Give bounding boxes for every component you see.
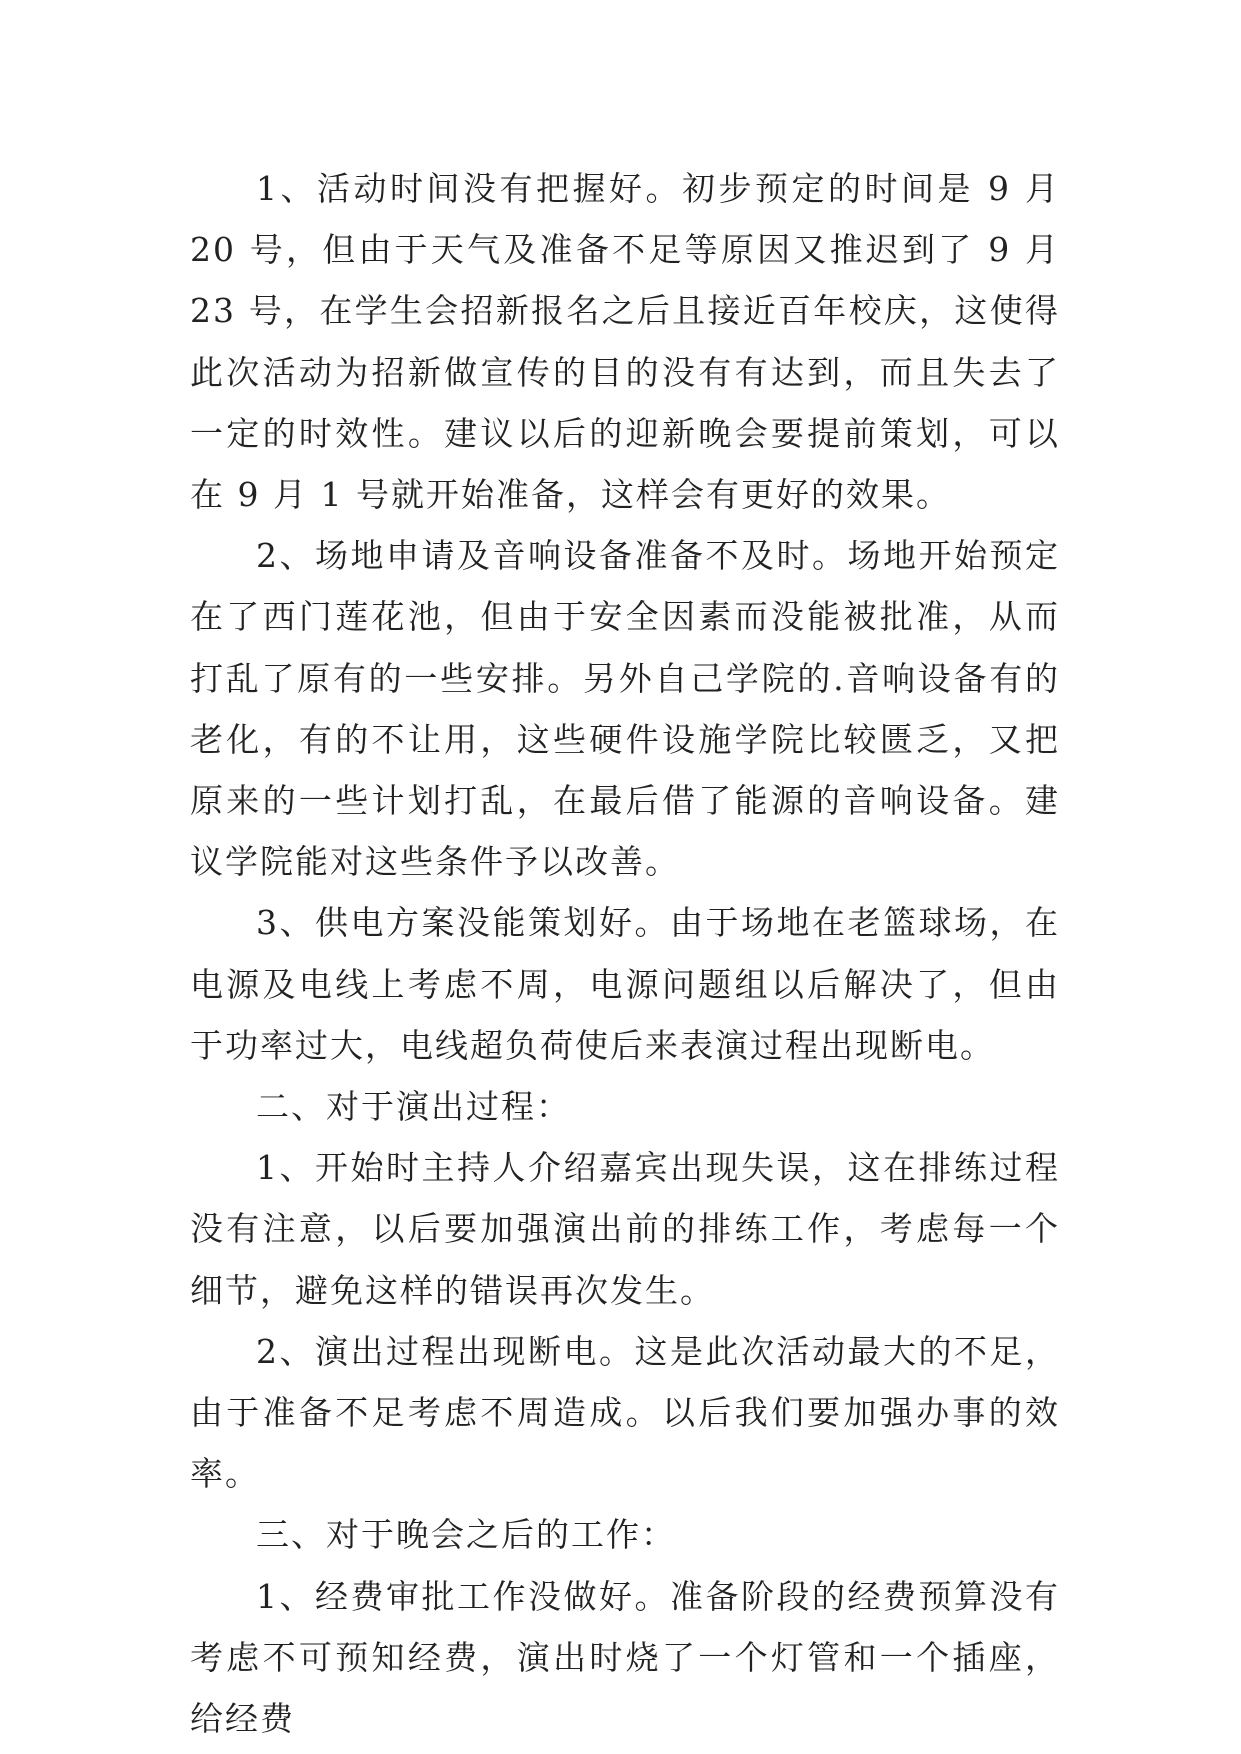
paragraph-venue-equipment: 2、场地申请及音响设备准备不及时。场地开始预定在了西门莲花池，但由于安全因素而没能被批准，从而打乱了原有的一些安排。另外自己学院的.音响设备有的老化，有的不让用，这些硬件设施学院比较匮乏，又把原来的一些计划打乱，在最后借了能源的音响设备。建议学院能对这些条件予以改善。 bbox=[190, 536, 1060, 882]
document-body bbox=[190, 158, 1060, 1749]
paragraph-power-outage: 2、演出过程出现断电。这是此次活动最大的不足，由于准备不足考虑不周造成。以后我们要加强办事的效率。 bbox=[190, 1331, 1060, 1494]
section-heading-after-party: 三、对于晚会之后的工作： bbox=[256, 1515, 676, 1555]
paragraph-funding-approval: 1、经费审批工作没做好。准备阶段的经费预算没有考虑不可预知经费，演出时烧了一个灯管和一个插座，给经费 bbox=[190, 1576, 1060, 1739]
section-heading-performance: 二、对于演出过程： bbox=[256, 1087, 571, 1127]
paragraph-host-mistake: 1、开始时主持人介绍嘉宾出现失误，这在排练过程没有注意，以后要加强演出前的排练工作，考虑每一个细节，避免这样的错误再次发生。 bbox=[190, 1148, 1060, 1310]
paragraph-power-plan: 3、供电方案没能策划好。由于场地在老篮球场，在电源及电线上考虑不周，电源问题组以后解决了，但由于功率过大，电线超负荷使后来表演过程出现断电。 bbox=[190, 903, 1060, 1065]
paragraph-timing-issue: 1、活动时间没有把握好。初步预定的时间是 9 月 20 号，但由于天气及准备不足等原因又推迟到了 9 月 23 号，在学生会招新报名之后且接近百年校庆，这使得此次活动为招新做宣传的目的没有有达到，而且失去了一定的时效性。建议以后的迎新晚会要提前策划，可以在 9 月 1 号就开始准备，这样会有更好的效果。 bbox=[190, 169, 1060, 515]
